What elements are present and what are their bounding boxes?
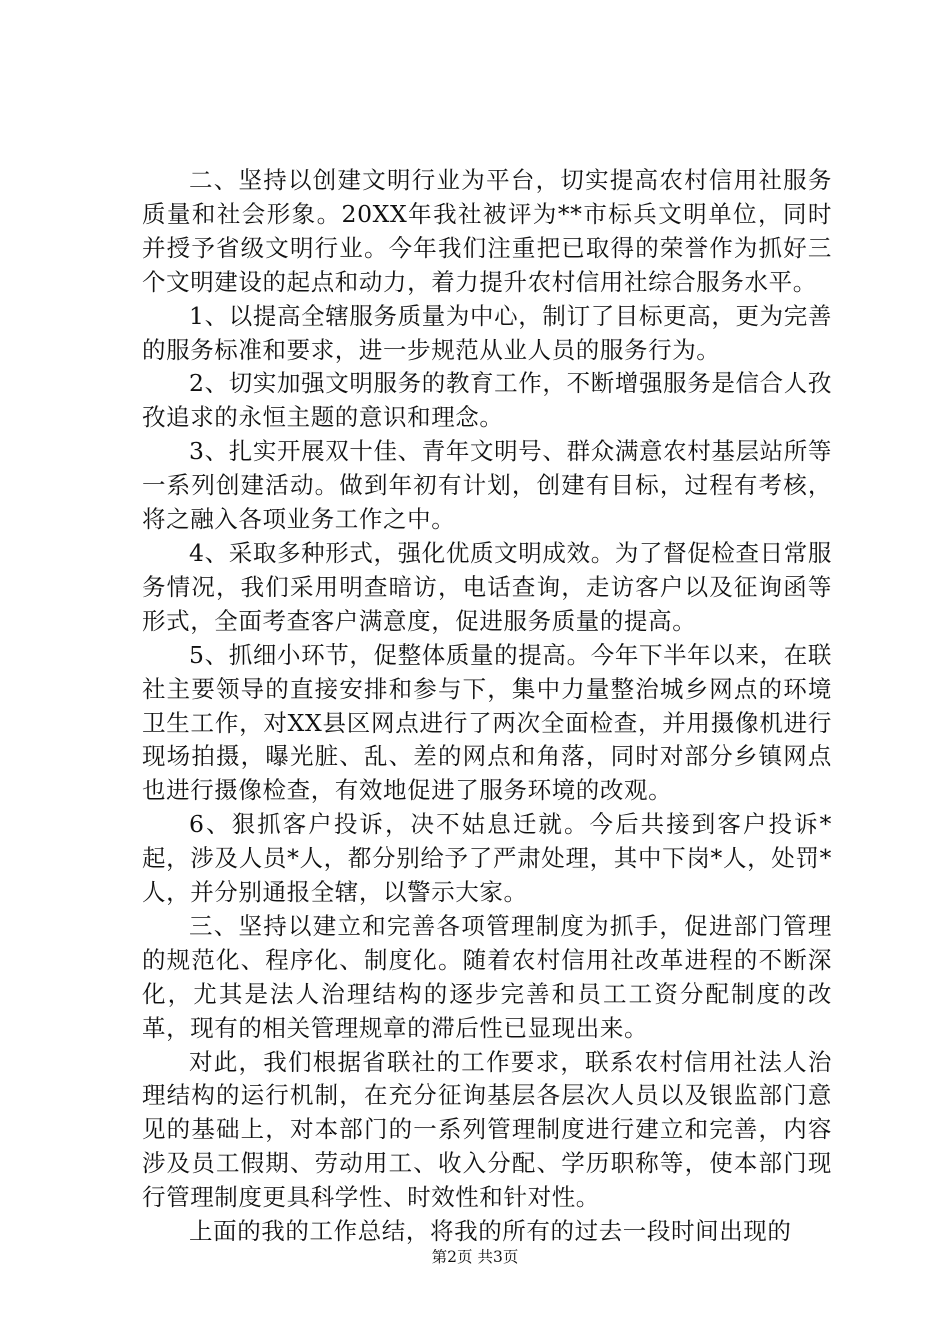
paragraph-item-5: 5、抓细小环节，促整体质量的提高。今年下半年以来，在联社主要领导的直接安排和参与下，集中力量整治城乡网点的环境卫生工作，对XX县区网点进行了两次全面检查，并用摄像机进行现场拍摄，曝光脏、乱、差的网点和角落，同时对部分乡镇网点也进行摄像检查，有效地促进了服务环境的改观。	[142, 640, 832, 805]
paragraph-summary: 上面的我的工作总结，将我的所有的过去一段时间出现的	[189, 1217, 792, 1246]
paragraph-item-6: 6、狠抓客户投诉，决不姑息迁就。今后共接到客户投诉*起，涉及人员*人，都分别给予了严肃处理，其中下岗*人，处罚*人，并分别通报全辖，以警示大家。	[142, 810, 832, 907]
paragraph-item-2: 2、切实加强文明服务的教育工作，不断增强服务是信合人孜孜追求的永恒主题的意识和理念。	[142, 369, 832, 432]
paragraph-section-two: 二、坚持以创建文明行业为平台，切实提高农村信用社服务质量和社会形象。20XX年我社被评为**市标兵文明单位，同时并授予省级文明行业。今年我们注重把已取得的荣誉作为抓好三个文明建设的起点和动力，着力提升农村信用社综合服务水平。	[142, 166, 832, 296]
paragraph-item-4: 4、采取多种形式，强化优质文明成效。为了督促检查日常服务情况，我们采用明查暗访，电话查询，走访客户以及征询函等形式，全面考查客户满意度，促进服务质量的提高。	[142, 538, 832, 635]
page-number-footer: 第2页 共3页	[431, 1248, 519, 1266]
paragraph-section-three: 三、坚持以建立和完善各项管理制度为抓手，促进部门管理的规范化、程序化、制度化。随着农村信用社改革进程的不断深化，尤其是法人治理结构的逐步完善和员工工资分配制度的改革，现有的相关管理规章的滞后性已显现出来。	[142, 911, 832, 1042]
paragraph-item-1: 1、以提高全辖服务质量为中心，制订了目标更高，更为完善的服务标准和要求，进一步规范从业人员的服务行为。	[142, 301, 832, 364]
paragraph-item-3: 3、扎实开展双十佳、青年文明号、群众满意农村基层站所等一系列创建活动。做到年初有计划，创建有目标，过程有考核，将之融入各项业务工作之中。	[142, 437, 832, 534]
paragraph-response: 对此，我们根据省联社的工作要求，联系农村信用社法人治理结构的运行机制，在充分征询基层各层次人员以及银监部门意见的基础上，对本部门的一系列管理制度进行建立和完善，内容涉及员工假期、劳动用工、收入分配、学历职称等，使本部门现行管理制度更具科学性、时效性和针对性。	[142, 1047, 832, 1212]
document-body	[142, 164, 832, 1249]
